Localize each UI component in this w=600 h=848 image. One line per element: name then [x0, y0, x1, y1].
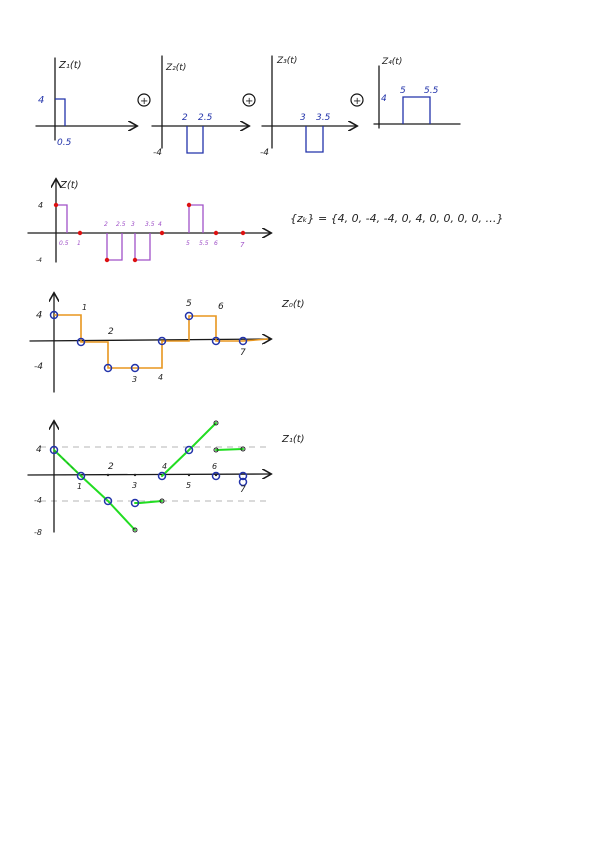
- z-pulse-1: [56, 205, 67, 233]
- z2-title: Z₂(t): [166, 63, 187, 73]
- z-tick-3: 3: [131, 221, 135, 228]
- z-tick-1: 1: [77, 240, 81, 247]
- z3-tick-3: 3: [300, 113, 306, 123]
- z-tick-2: 2: [104, 221, 108, 228]
- z0-label-2: 2: [108, 327, 114, 337]
- z-tick-2-5: 2.5: [116, 221, 126, 228]
- z-tick-7: 7: [240, 241, 245, 249]
- z3-tick-3-5: 3.5: [316, 113, 331, 123]
- z0-label-5: 5: [186, 299, 192, 309]
- z1-foh-segment-d: [216, 449, 243, 450]
- z3-title: Z₃(t): [277, 56, 298, 66]
- z3-pulse: [306, 126, 323, 152]
- z0-label-7: 7: [240, 348, 246, 358]
- z0-staircase: [54, 315, 268, 368]
- z0-title: Z₀(t): [282, 299, 305, 310]
- z1-tick-label: 0.5: [57, 138, 72, 148]
- z1-amp-label: 4: [38, 95, 45, 106]
- z0-label-3: 3: [132, 375, 138, 384]
- z-tick-3-5: 3.5: [145, 221, 155, 228]
- z4-amp-label: 4: [381, 94, 387, 104]
- z1-foh-plot: [28, 421, 305, 537]
- z4-plot: [374, 57, 460, 128]
- z4-pulse: [403, 97, 430, 124]
- z2-tick-2: 2: [182, 113, 188, 123]
- plus-sign-2: [243, 94, 255, 107]
- z1-plot: [36, 58, 136, 148]
- z1-foh-amp-neg-label: -4: [34, 496, 42, 505]
- z-combined-plot: [28, 180, 270, 264]
- z1-foh-label-4: 4: [162, 462, 168, 471]
- z1-foh-label-6: 6: [212, 462, 218, 471]
- svg-text:+: +: [245, 96, 254, 107]
- z1-foh-label-1: 1: [77, 482, 83, 491]
- z0-label-1: 1: [82, 303, 88, 312]
- z1-foh-label-7: 7: [240, 485, 246, 495]
- z4-tick-5: 5: [400, 86, 406, 96]
- z2-amp-label: -4: [153, 148, 162, 158]
- z-title: Z(t): [60, 180, 79, 191]
- z2-pulse: [187, 126, 203, 153]
- z1-foh-amp-pos-label: 4: [36, 445, 42, 455]
- z0-label-4: 4: [158, 373, 164, 382]
- z-tick-5-5: 5.5: [199, 240, 209, 247]
- z-tick-4: 4: [158, 221, 162, 228]
- z0-amp-pos-label: 4: [36, 310, 43, 321]
- z-amp-neg-label: -4: [36, 257, 42, 264]
- z2-tick-2-5: 2.5: [198, 113, 213, 123]
- z1-foh-open-endpoints: [133, 421, 245, 532]
- z4-title: Z₄(t): [382, 57, 403, 67]
- z2-plot: [152, 56, 248, 158]
- z1-title: Z₁(t): [59, 60, 82, 71]
- z4-tick-5-5: 5.5: [424, 86, 439, 96]
- z-tick-0-5: 0.5: [59, 240, 69, 247]
- z-tick-6: 6: [214, 240, 218, 247]
- z1-pulse: [55, 99, 65, 126]
- zk-sequence: {zₖ} = {4, 0, -4, -4, 0, 4, 0, 0, 0, 0, …}: [290, 212, 504, 225]
- z-amp-pos-label: 4: [38, 201, 44, 210]
- z1-foh-amp-neg8-label: -8: [34, 528, 42, 537]
- z1-foh-title: Z₁(t): [282, 434, 305, 445]
- z1-foh-segment-c: [162, 423, 216, 476]
- z-pulse-3: [135, 233, 150, 260]
- z-tick-5: 5: [186, 240, 190, 247]
- svg-text:+: +: [353, 96, 362, 107]
- z0-plot: [30, 294, 305, 392]
- z0-amp-neg-label: -4: [34, 362, 43, 372]
- plus-sign-1: [138, 94, 150, 107]
- z3-amp-label: -4: [260, 148, 269, 158]
- z1-foh-label-2: 2: [108, 462, 114, 472]
- plus-sign-3: [351, 94, 363, 107]
- z1-foh-label-5: 5: [186, 481, 192, 490]
- svg-text:+: +: [140, 96, 149, 107]
- z1-foh-sample-markers: [51, 447, 247, 507]
- z1-foh-x-axis: [28, 474, 270, 475]
- z-pulse-4: [189, 205, 203, 233]
- z-pulse-2: [107, 233, 122, 260]
- z0-label-6: 6: [218, 302, 224, 312]
- z1-foh-segment-a: [54, 450, 138, 530]
- z3-plot: [260, 56, 356, 158]
- z1-foh-label-3: 3: [132, 481, 138, 490]
